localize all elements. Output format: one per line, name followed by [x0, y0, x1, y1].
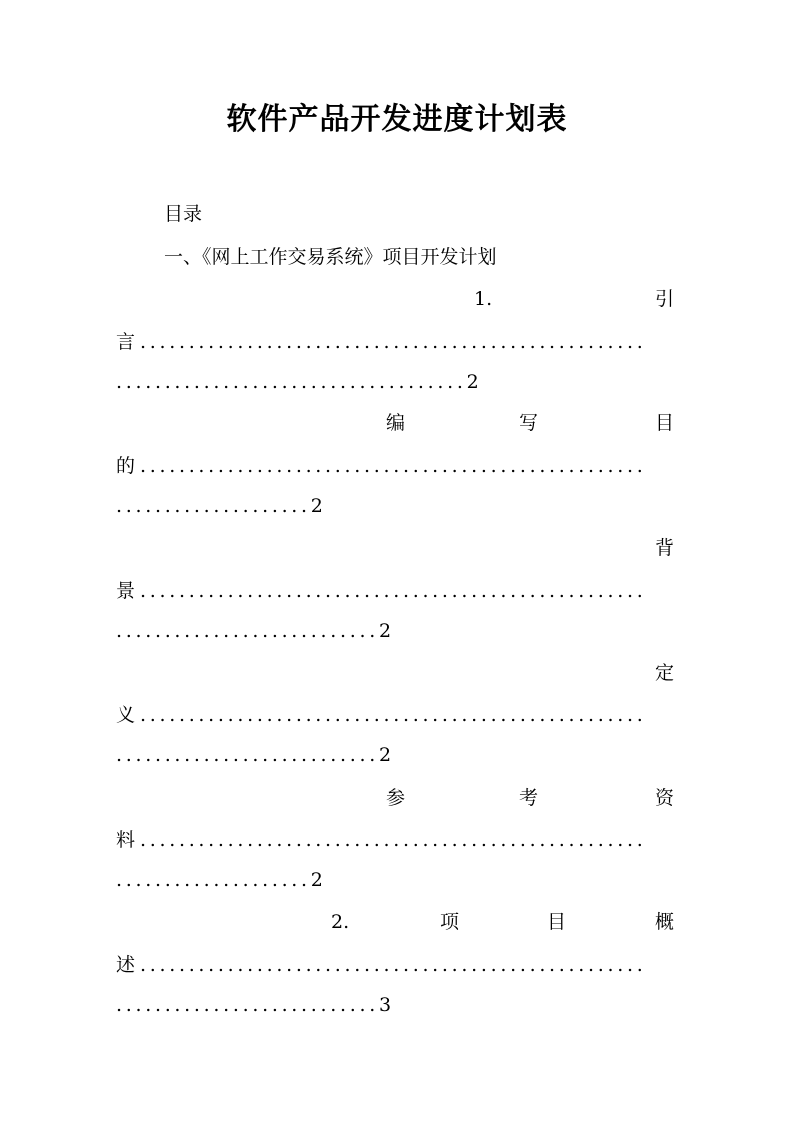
toc-definition-leader-1: .................................................... [140, 704, 647, 726]
toc-intro-char-2: 言 [116, 331, 136, 353]
toc-purpose-char-3: 目 [654, 412, 674, 434]
toc-definition-char-2: 义 [116, 704, 136, 726]
toc-purpose-char-1: 编 [386, 412, 406, 434]
toc-definition-char-1: 定 [654, 662, 674, 684]
toc-reference-char-3: 资 [654, 787, 674, 809]
section-heading: 一、《网上工作交易系统》项目开发计划 [164, 246, 497, 268]
toc-heading: 目录 [164, 203, 203, 225]
toc-purpose-leader-2: ....................2 [116, 495, 327, 517]
toc-background-char-1: 背 [654, 537, 674, 559]
toc-background-leader-2: ...........................2 [116, 620, 395, 642]
toc-reference-char-1: 参 [386, 787, 406, 809]
toc-purpose-char-2: 写 [519, 412, 539, 434]
toc-overview-char-2: 目 [547, 911, 567, 933]
toc-reference-char-2: 考 [519, 787, 539, 809]
toc-purpose-char-4: 的 [116, 455, 136, 477]
toc-background-char-2: 景 [116, 580, 136, 602]
toc-overview-char-1: 项 [440, 911, 460, 933]
toc-reference-leader-1: .................................................... [140, 829, 647, 851]
toc-overview-char-4: 述 [116, 954, 136, 976]
toc-reference-leader-2: ....................2 [116, 869, 327, 891]
toc-intro-leader-1: .................................................... [140, 331, 647, 353]
toc-overview-number: 2. [331, 911, 350, 933]
toc-overview-leader-2: ...........................3 [116, 994, 395, 1016]
toc-overview-char-3: 概 [654, 911, 674, 933]
toc-purpose-leader-1: .................................................... [140, 455, 647, 477]
toc-background-leader-1: .................................................... [140, 580, 647, 602]
toc-overview-leader-1: .................................................... [140, 954, 647, 976]
toc-intro-char-1: 引 [654, 288, 674, 310]
toc-reference-char-4: 料 [116, 829, 136, 851]
toc-definition-leader-2: ...........................2 [116, 744, 395, 766]
toc-intro-number: 1. [474, 288, 493, 310]
toc-intro-leader-2: ....................................2 [116, 371, 483, 393]
document-title: 软件产品开发进度计划表 [226, 102, 568, 137]
